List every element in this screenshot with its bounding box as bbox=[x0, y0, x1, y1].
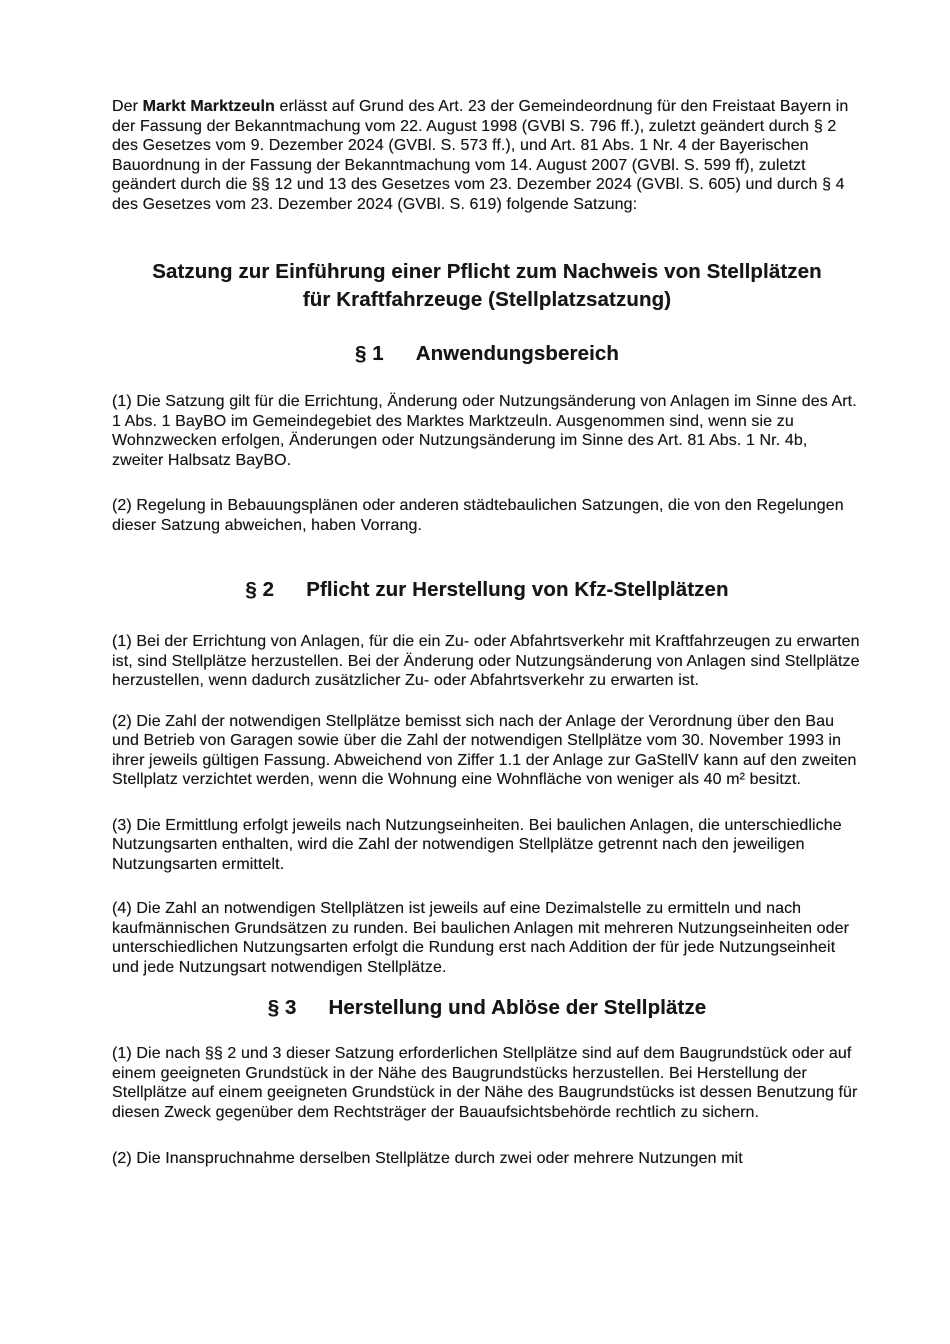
section-3-paragraph-1: (1) Die nach §§ 2 und 3 dieser Satzung erforderlichen Stellplätze sind auf dem Baugrundstück oder auf einem geeigneten Grundstück in der Nähe des Baugrundstücks herzustellen. Bei Herstellung der Stellplätze auf einem geeigneten Grundstück in der Nähe des Baugrundstücks ist dessen Benutzung für diesen Zweck gegenüber dem Rechtsträger der Bauaufsichtsbehörde rechtlich zu sichern. bbox=[112, 1045, 858, 1121]
document-title-line1: Satzung zur Einführung einer Pflicht zum Nachweis von Stellplätzen bbox=[152, 260, 822, 283]
intro-text-after: erlässt auf Grund des Art. 23 der Gemeindeordnung für den Freistaat Bayern in der Fassung der Bekanntmachung vom 22. August 1998 (GVBl S. 796 ff.), zuletzt geändert durch § 2 des Gesetzes vom 9. Dezember 2024 (GVBl. S. 573 ff.), und Art. 81 Abs. 1 Nr. 4 der Bayerischen Bauordnung in der Fassung der Bekanntmachung vom 14. August 2007 (GVBl. S. 599 ff), zuletzt geändert durch die §§ 12 und 13 des Gesetzes vom 23. Dezember 2024 (GVBl. S. 605) und durch § 4 des Gesetzes vom 23. Dezember 2024 (GVBl. S. 619) folgende Satzung: bbox=[112, 98, 849, 213]
section-3-number: § 3 bbox=[267, 996, 297, 1019]
section-3-title: Herstellung und Ablöse der Stellplätze bbox=[328, 996, 707, 1019]
section-2-number: § 2 bbox=[245, 578, 275, 601]
section-1-title: Anwendungsbereich bbox=[415, 342, 620, 365]
document-title bbox=[112, 258, 862, 314]
document-title-line2: für Kraftfahrzeuge (Stellplatzsatzung) bbox=[302, 288, 672, 311]
document-content bbox=[112, 97, 862, 1169]
intro-bold-municipality: Markt Marktzeuln bbox=[142, 98, 275, 115]
section-1-paragraph-2: (2) Regelung in Bebauungsplänen oder anderen städtebaulichen Satzungen, die von den Regelungen dieser Satzung abweichen, haben Vorrang. bbox=[112, 497, 844, 534]
section-3-paragraph-2: (2) Die Inanspruchnahme derselben Stellplätze durch zwei oder mehrere Nutzungen mit bbox=[112, 1150, 743, 1167]
section-1-heading bbox=[112, 341, 862, 366]
section-2-paragraph-2: (2) Die Zahl der notwendigen Stellplätze bemisst sich nach der Anlage der Verordnung über den Bau und Betrieb von Garagen sowie über die Zahl der notwendigen Stellplätze vom 30. November 1993 in ihrer jeweils gültigen Fassung. Abweichend von Ziffer 1.1 der Anlage zur GaStellV kann auf den zweiten Stellplatz verzichtet werden, wenn die Wohnung eine Wohnfläche von weniger als 40 m² besitzt. bbox=[112, 712, 857, 788]
section-2-paragraph-1: (1) Bei der Errichtung von Anlagen, für die ein Zu- oder Abfahrtsverkehr mit Kraftfahrzeugen zu erwarten ist, sind Stellplätze herzustellen. Bei der Änderung oder Nutzungsänderung von Anlagen sind Stellplätze herzustellen, wenn dadurch zusätzlicher Zu- oder Abfahrtsverkehr zu erwarten ist. bbox=[112, 633, 860, 689]
section-3-heading bbox=[112, 995, 862, 1020]
section-2-paragraph-3: (3) Die Ermittlung erfolgt jeweils nach Nutzungseinheiten. Bei baulichen Anlagen, die unterschiedliche Nutzungsarten enthalten, wird die Zahl der notwendigen Stellplätze getrennt nach den jeweiligen Nutzungsarten ermittelt. bbox=[112, 816, 842, 873]
intro-text-before: Der bbox=[112, 98, 143, 115]
intro-paragraph bbox=[112, 97, 862, 214]
section-1-number: § 1 bbox=[354, 342, 384, 365]
section-1-paragraph-1: (1) Die Satzung gilt für die Errichtung, Änderung oder Nutzungsänderung von Anlagen im Sinne des Art. 1 Abs. 1 BayBO im Gemeindegebiet des Marktes Marktzeuln. Ausgenommen sind, wenn sie zu Wohnzwecken erfolgen, Änderungen oder Nutzungsänderung im Sinne des Art. 81 Abs. 1 Nr. 4b, zweiter Halbsatz BayBO. bbox=[112, 393, 857, 469]
section-2-paragraph-4: (4) Die Zahl an notwendigen Stellplätzen ist jeweils auf eine Dezimalstelle zu ermitteln und nach kaufmännischen Grundsätzen zu runden. Bei baulichen Anlagen mit mehreren Nutzungseinheiten oder unterschiedlichen Nutzungsarten erfolgt die Rundung erst nach Addition der für jede Nutzungseinheit und jede Nutzungsart notwendigen Stellplätze. bbox=[112, 900, 850, 976]
section-2-title: Pflicht zur Herstellung von Kfz-Stellplätzen bbox=[306, 578, 729, 601]
section-2-heading bbox=[112, 577, 862, 602]
